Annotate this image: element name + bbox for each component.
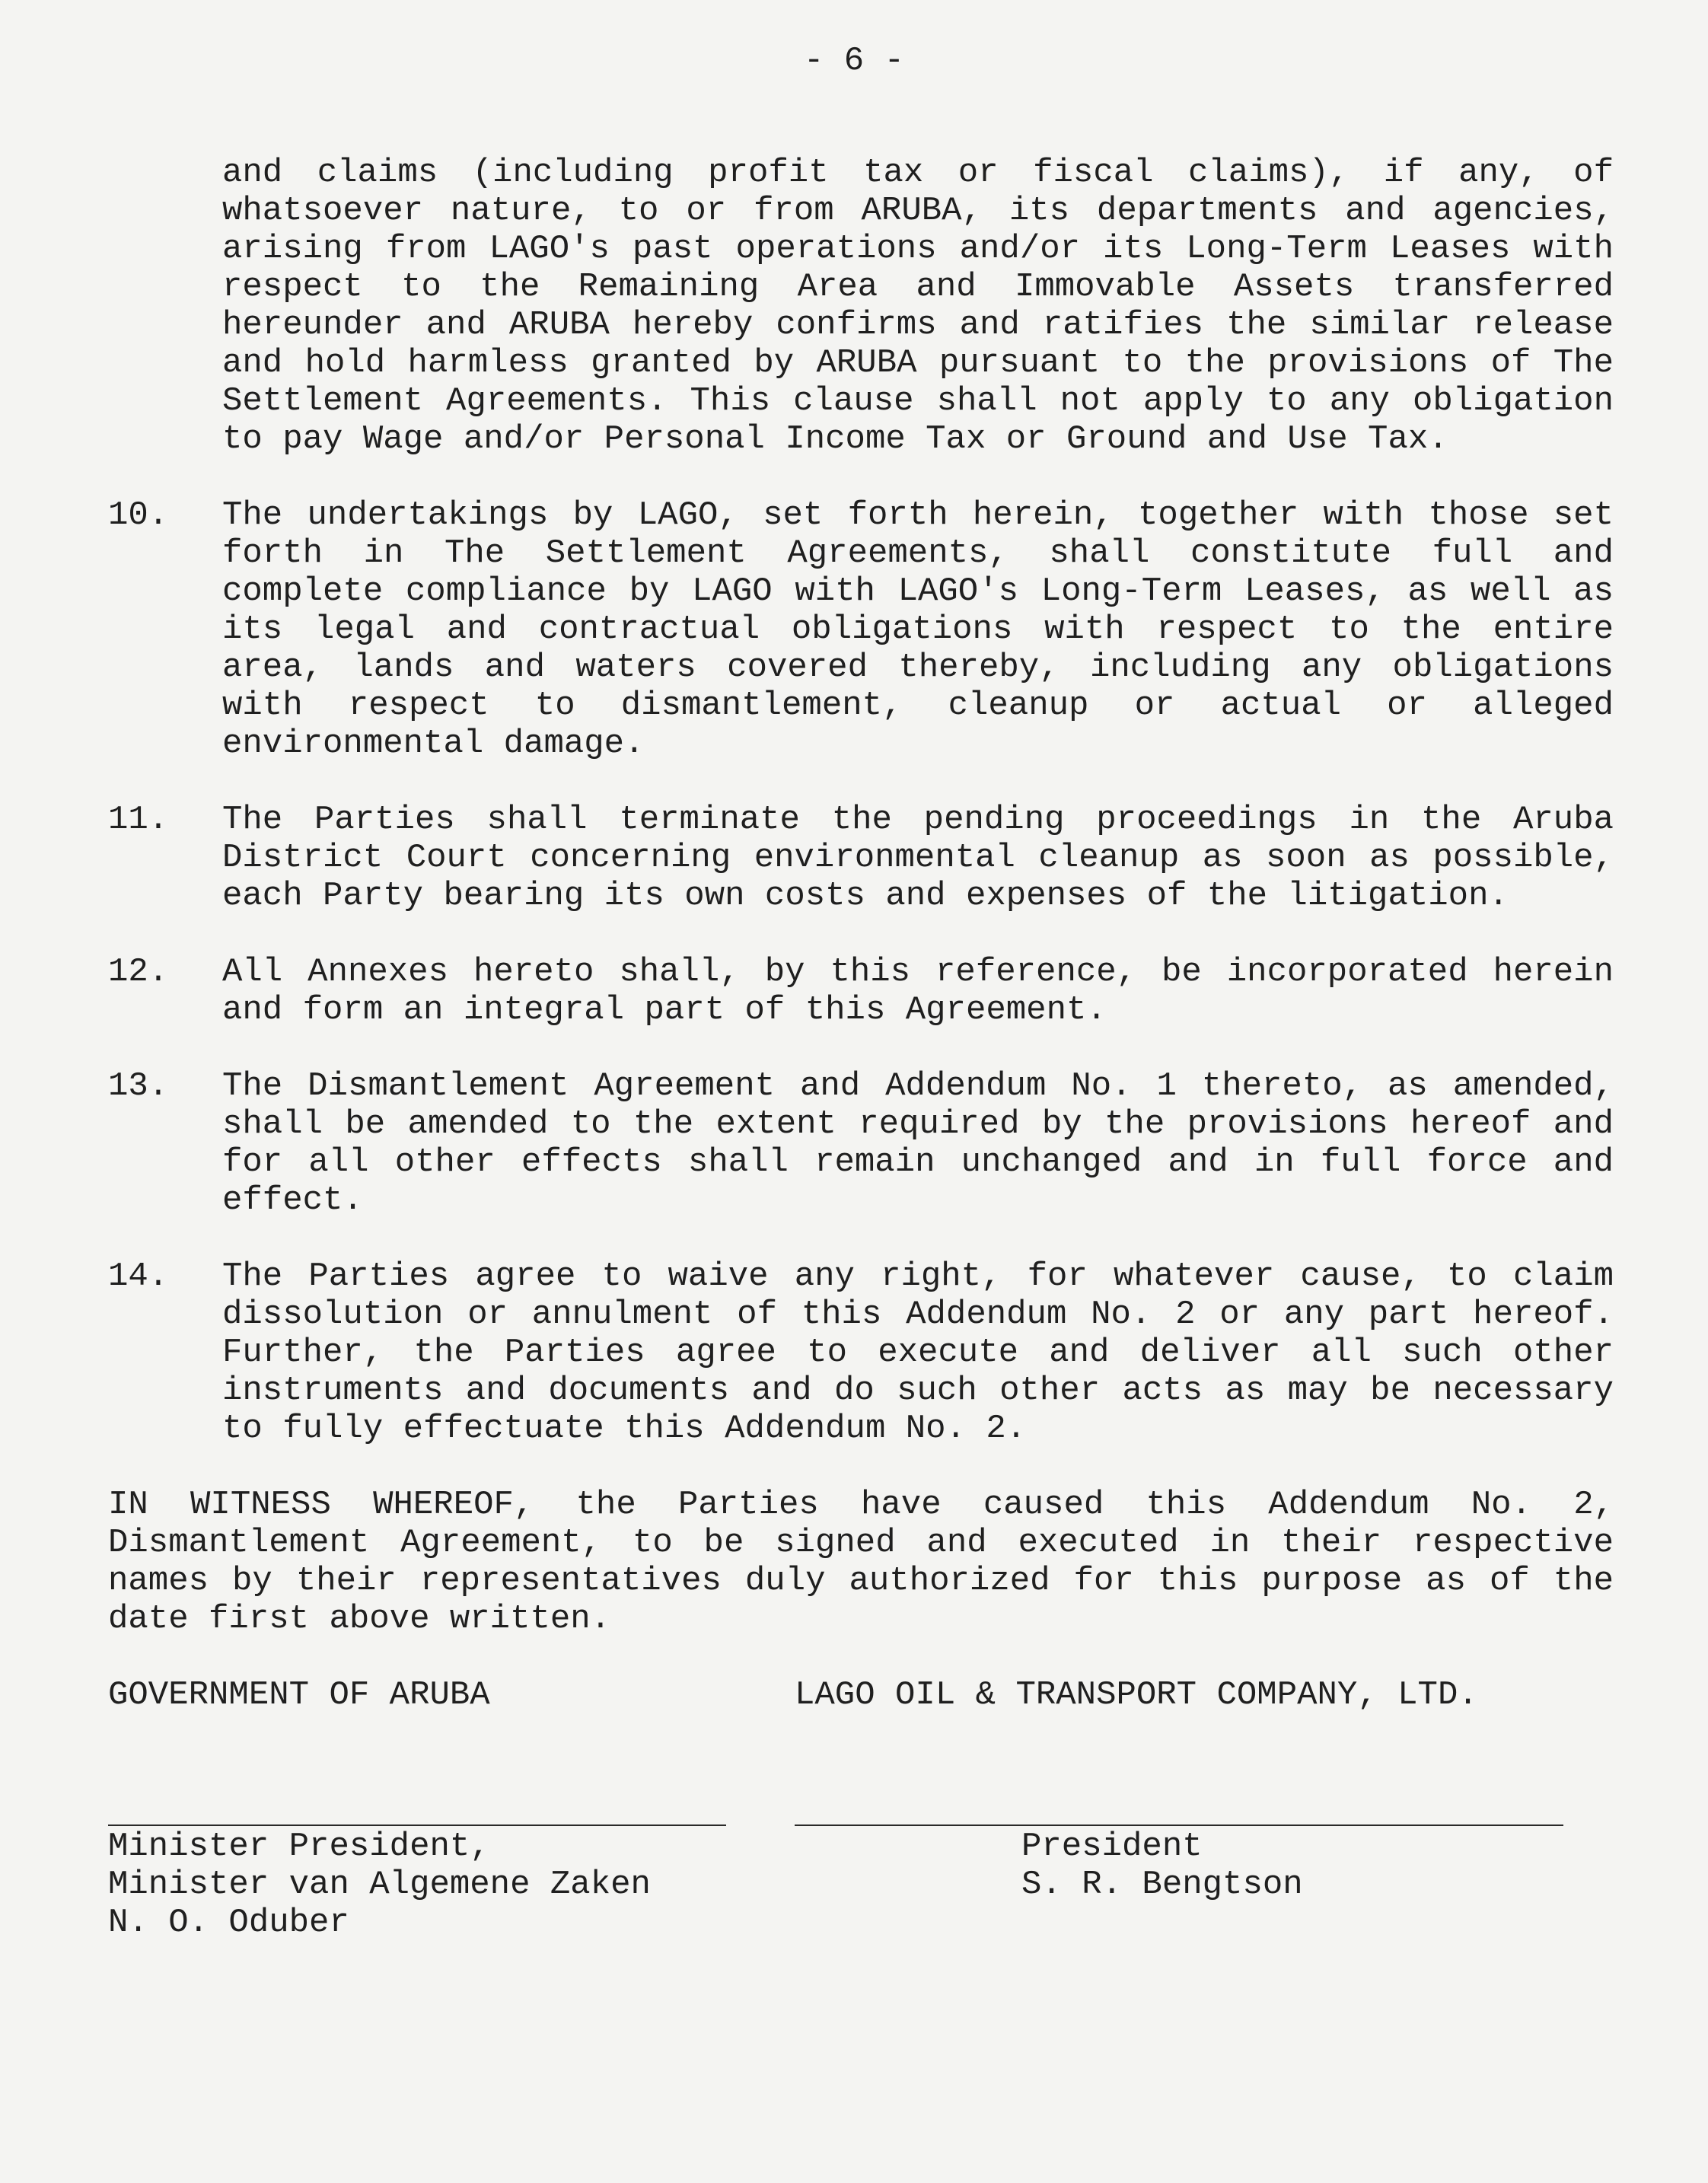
clause-13 [108, 1067, 1614, 1219]
signatory-name: N. O. Oduber [108, 1904, 349, 1942]
party-lago: LAGO OIL & TRANSPORT COMPANY, LTD. [795, 1676, 1478, 1714]
clause-number: 13. [108, 1067, 169, 1105]
signatory-government [108, 1828, 651, 1942]
signatory-title: Minister van Algemene Zaken [108, 1866, 651, 1904]
signature-line-lago [795, 1824, 1563, 1826]
signatory-lago [1021, 1828, 1303, 1904]
clause-text: The undertakings by LAGO, set forth herein, together with those set forth in The Settlement Agreements, shall constitute full and complete compliance by LAGO with LAGO's Long-Term Leases, as well as its legal and contractual obligations with respect to the entire area, lands and waters covered thereby, including any obligations with respect to dismantlement, cleanup or actual or alleged environmental damage. [222, 496, 1614, 763]
signatory-title: President [1021, 1828, 1203, 1866]
clause-number: 10. [108, 496, 169, 534]
signature-block [108, 1824, 1614, 1977]
clause-number: 12. [108, 953, 169, 991]
clause-text: The Parties shall terminate the pending proceedings in the Aruba District Court concerning environmental cleanup as soon as possible, each Party bearing its own costs and expenses of the litigation. [222, 801, 1614, 915]
clause-14 [108, 1257, 1614, 1448]
signatory-name: S. R. Bengtson [1021, 1866, 1303, 1904]
signatory-title: Minister President, [108, 1828, 490, 1866]
signature-line-government [108, 1824, 726, 1826]
clause-text: All Annexes hereto shall, by this reference, be incorporated herein and form an integral part of this Agreement. [222, 953, 1614, 1029]
clause-text: The Dismantlement Agreement and Addendum No. 1 thereto, as amended, shall be amended to the extent required by the provisions hereof and for all other effects shall remain unchanged and in full force and effect. [222, 1067, 1614, 1219]
document-body [108, 154, 1614, 1977]
clause-11 [108, 801, 1614, 915]
clause-10 [108, 496, 1614, 763]
party-government: GOVERNMENT OF ARUBA [108, 1676, 490, 1714]
witness-paragraph: IN WITNESS WHEREOF, the Parties have caused this Addendum No. 2, Dismantlement Agreement, to be signed and executed in their respective names by their representatives duly authorized for this purpose as of the date first above written. [108, 1486, 1614, 1638]
signature-parties [108, 1676, 1614, 1714]
continuation-paragraph: and claims (including profit tax or fiscal claims), if any, of whatsoever nature, to or from ARUBA, its departments and agencies, arising from LAGO's past operations and/or its Long-Term Leases with respect to the Remaining Area and Immovable Assets transferred hereunder and ARUBA hereby confirms and ratifies the similar release and hold harmless granted by ARUBA pursuant to the provisions of The Settlement Agreements. This clause shall not apply to any obligation to pay Wage and/or Personal Income Tax or Ground and Use Tax. [222, 154, 1614, 458]
clause-number: 14. [108, 1257, 169, 1295]
clause-number: 11. [108, 801, 169, 839]
clause-12 [108, 953, 1614, 1029]
page-number: - 6 - [803, 42, 905, 80]
clause-text: The Parties agree to waive any right, for whatever cause, to claim dissolution or annulment of this Addendum No. 2 or any part hereof. Further, the Parties agree to execute and deliver all such other instruments and documents and do such other acts as may be necessary to fully effectuate this Addendum No. 2. [222, 1257, 1614, 1448]
